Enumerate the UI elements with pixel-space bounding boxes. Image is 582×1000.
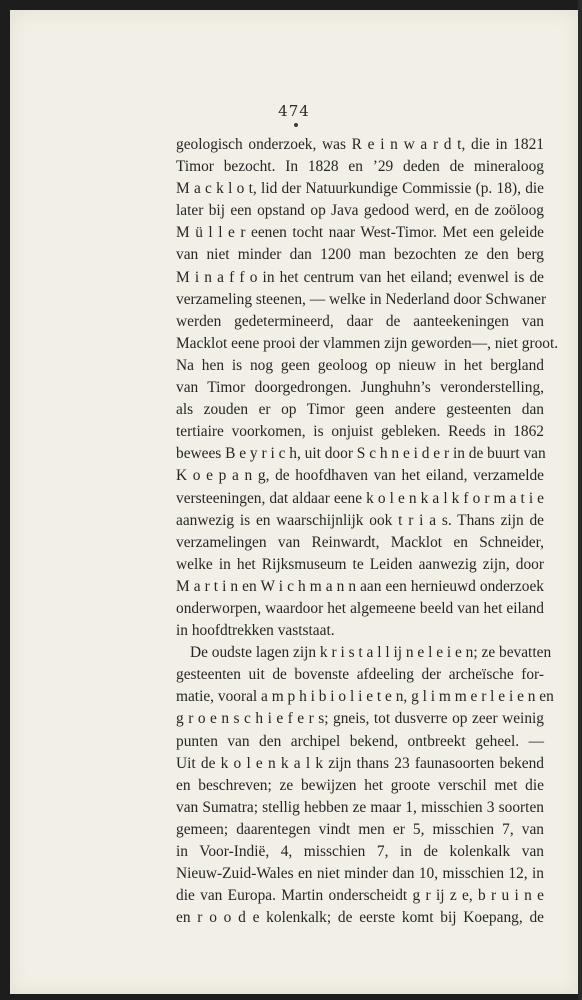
text-line: die van Europa. Martin onderscheidt g r ij z e, b r u i n e (176, 887, 544, 905)
page-number: 474 (278, 102, 310, 120)
text-line: welke in het Rijksmuseum te Leiden aanwezig zijn, door (176, 555, 544, 573)
scan-edge (578, 0, 582, 1000)
text-line: werden gedetermineerd, daar de aanteekeningen van (176, 312, 544, 330)
text-line: g r o e n s c h i e f e r s; gneis, tot dusverre op zeer weinig (176, 710, 544, 728)
text-line: Na hen is nog geen geoloog op nieuw in het bergland (176, 356, 544, 374)
text-line: Macklot eene prooi der vlammen zijn geworden—, niet groot. (176, 334, 559, 352)
text-line: punten van den archipel bekend, ontbreekt geheel. — (176, 732, 544, 750)
text-line: later bij een opstand op Java gedood werd, en de zoöloog (176, 202, 544, 220)
text-line: K o e p a n g, de hoofdhaven van het eiland, verzamelde (176, 467, 544, 485)
body-text (176, 134, 559, 929)
text-line: verzamelingen van Reinwardt, Macklot en Schneider, (176, 533, 544, 551)
text-line: onderworpen, waardoor het algemeene beeld van het eiland (176, 599, 544, 617)
text-line: van Sumatra; stellig hebben ze maar 1, misschien 3 soorten (176, 798, 544, 816)
text-line: in hoofdtrekken vaststaat. (176, 622, 335, 640)
text-line: matie, vooral a m p h i b i o l i e t e n, g l i m m e r l e i e n en (176, 688, 554, 706)
text-line: als zouden er op Timor geen andere gesteenten dan (176, 401, 544, 419)
text-line: Uit de k o l e n k a l k zijn thans 23 faunasoorten bekend (176, 754, 544, 772)
text-line: aanwezig is en waarschijnlijk ook t r i a s. Thans zijn de (176, 511, 544, 529)
text-line: en r o o d e kolenkalk; de eerste komt bij Koepang, de (176, 909, 544, 927)
paragraph-1 (176, 134, 559, 642)
text-line: tertiaire voorkomen, is onjuist gebleken. Reeds in 1862 (176, 423, 544, 441)
text-line: Timor bezocht. In 1828 en ’29 deden de mineraloog (176, 158, 544, 176)
text-line: van niet minder dan 1200 man bezochten ze den berg (176, 246, 544, 264)
text-line: De oudste lagen zijn k r i s t a l l ij n e l e i e n; ze bevatten (190, 644, 552, 662)
text-line: gesteenten uit de bovenste afdeeling der archeïsche for- (176, 666, 544, 684)
ink-dot-mark (294, 123, 298, 127)
text-line: verzameling steenen, — welke in Nederland door Schwaner (176, 290, 547, 308)
book-page (10, 10, 578, 994)
text-line: van Timor doorgedrongen. Junghuhn’s veronderstelling, (176, 379, 544, 397)
text-line: in Voor-Indië, 4, misschien 7, in de kolenkalk van (176, 843, 544, 860)
text-line: geologisch onderzoek, was R e i n w a r d t, die in 1821 (176, 136, 544, 153)
text-line: en beschreven; ze bewijzen het groote verschil met die (176, 776, 544, 794)
text-line: versteeningen, dat aldaar eene k o l e n k a l k f o r m a t i e (176, 489, 544, 507)
text-line: gemeen; daarentegen vindt men er 5, misschien 7, van (176, 820, 544, 838)
text-line: bewees B e y r i c h, uit door S c h n e i d e r in de buurt van (176, 445, 546, 463)
text-line: M i n a f f o in het centrum van het eiland; evenwel is de (176, 268, 544, 286)
paragraph-2 (176, 642, 554, 929)
text-line: M a r t i n en W i c h m a n n aan een hernieuwd onderzoek (176, 577, 544, 595)
text-line: M ü l l e r eenen tocht naar West-Timor. Met een geleide (176, 224, 544, 242)
text-line: M a c k l o t, lid der Natuurkundige Commissie (p. 18), die (176, 180, 544, 198)
text-line: Nieuw-Zuid-Wales en niet minder dan 10, misschien 12, in (176, 865, 544, 883)
